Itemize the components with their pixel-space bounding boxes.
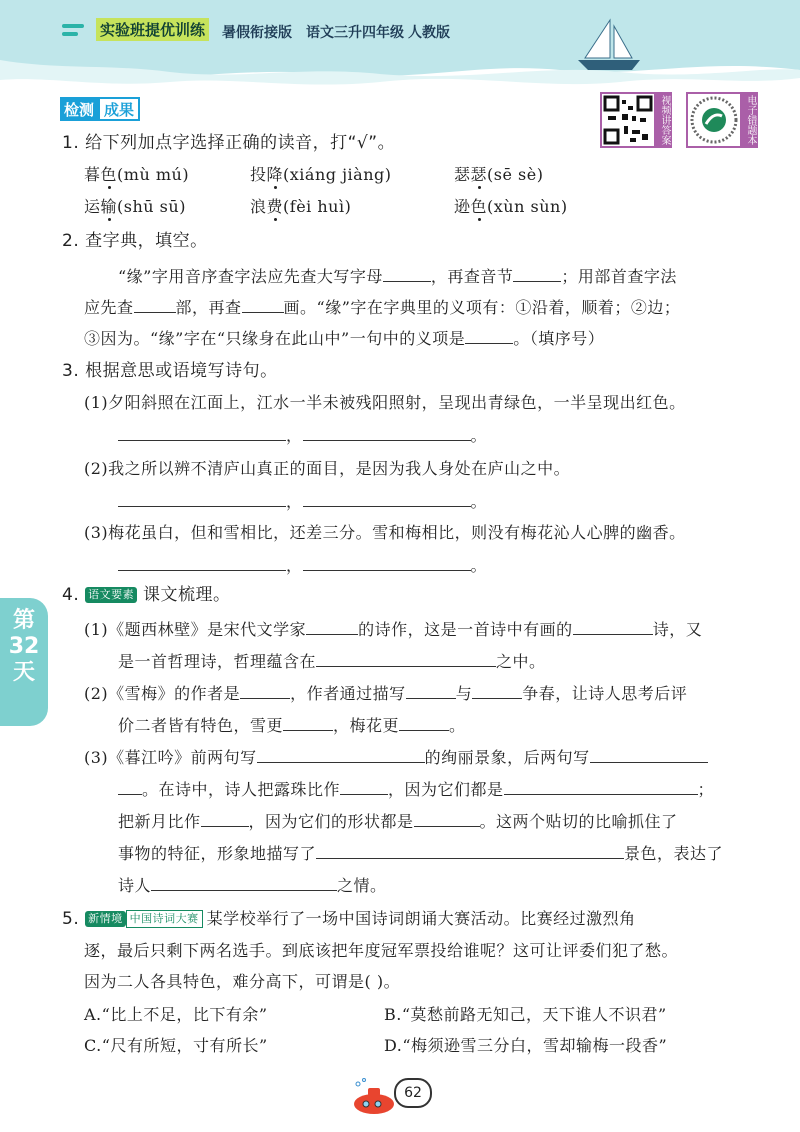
brand-title: 实验班提优训练 [96,18,209,41]
answer-blank[interactable] [406,682,456,699]
day-side-tab [0,598,48,726]
answer-blank[interactable] [118,554,286,571]
q1-item-2: 投降(xiáng jiàng) [250,165,392,184]
header-edition: 暑假衔接版 [222,25,292,41]
answer-blank[interactable] [590,746,708,763]
answer-blank[interactable] [118,778,142,795]
q5-option-d[interactable]: D.“梅须逊雪三分白，雪却输梅一段香” [384,1036,668,1055]
answer-blank[interactable] [465,327,513,344]
q5-option-c[interactable]: C.“尺有所短，寸有所长” [84,1036,268,1055]
q4-part3-line1: (3)《暮江吟》前两句写 的绚丽景象，后两句写 [84,746,708,769]
q3-answer-3: ， 。 [118,554,487,577]
answer-blank[interactable] [306,618,358,635]
q5-option-b[interactable]: B.“莫愁前路无知己，天下谁人不识君” [384,1005,667,1024]
answer-blank[interactable] [303,424,471,441]
question-3-title: 3. 根据意思或语境写诗句。 [62,361,278,381]
q5-option-a[interactable]: A.“比上不足，比下有余” [84,1005,268,1024]
page-number: 62 [394,1078,432,1108]
q4-part2-line1: (2)《雪梅》的作者是 ，作者通过描写 与 争春，让诗人思考后评 [84,684,688,703]
qr-code-logo-icon [688,94,740,146]
answer-blank[interactable] [151,874,337,891]
q4-part3-line5: 诗人 之情。 [118,876,387,895]
answer-blank[interactable] [303,490,471,507]
answer-blank[interactable] [257,746,425,763]
language-element-badge: 语文要素 [85,587,137,603]
answer-blank[interactable] [383,265,431,282]
section-heading-part2: 成果 [98,97,140,121]
qr-label-video: 视频讲答案 [656,92,672,148]
answer-blank[interactable] [283,714,333,731]
q1-item-6: 逊色(xùn sùn) [454,197,568,216]
q3-item-2: (2)我之所以辨不清庐山真正的面目，是因为我人身处在庐山之中。 [84,459,571,478]
answer-blank[interactable] [399,714,449,731]
answer-blank[interactable] [472,682,522,699]
header-banner [0,0,800,95]
question-2-title: 2. 查字典，填空。 [62,231,208,251]
question-4-title: 4. 语文要素 课文梳理。 [62,585,231,605]
answer-blank[interactable] [201,810,249,827]
question-1-title: 1. 给下列加点字选择正确的读音，打“√”。 [62,133,396,153]
day-tab-line3: 天 [12,660,35,685]
q2-line-3: ③因为。“缘”字在“只缘身在此山中”一句中的义项是 。（填序号） [84,329,605,348]
q4-part3-line2: 。在诗中，诗人把露珠比作 ，因为它们都是 ； [118,778,714,801]
question-5-line2: 逐，最后只剩下两名选手。到底该把年度冠军票投给谁呢？这可让评委们犯了愁。 [84,941,679,960]
answer-blank[interactable] [303,554,471,571]
qr-label-notebook: 电子错题本 [742,92,758,148]
question-5-line3: 因为二人各具特色，难分高下，可谓是( )。 [84,972,401,991]
q3-item-3: (3)梅花虽白，但和雪相比，还差三分。雪和梅相比，则没有梅花沁人心脾的幽香。 [84,523,686,542]
section-heading-part1: 检测 [60,97,98,121]
q4-part3-line3: 把新月比作 ，因为它们的形状都是 。这两个贴切的比喻抓住了 [118,812,678,831]
q4-part3-line4: 事物的特征，形象地描写了 景色，表达了 [118,844,724,863]
q4-part2-line2: 价二者皆有特色，雪更 ，梅花更 。 [118,716,466,735]
q4-part1-line2: 是一首哲理诗，哲理蕴含在 之中。 [118,652,546,671]
q1-item-4: 运输(shū sū) [84,197,186,216]
poetry-contest-badge: 中国诗词大赛 [126,910,203,928]
q3-item-1: (1)夕阳斜照在江面上，江水一半未被残阳照射，呈现出青绿色，一半呈现出红色。 [84,393,686,412]
answer-blank[interactable] [240,682,290,699]
logo-icon [60,20,86,42]
qr-code-video[interactable] [600,92,656,148]
day-tab-number: 32 [8,634,40,659]
header-grade: 语文三升四年级 [306,25,404,41]
q1-item-1: 暮色(mù mú) [84,165,190,184]
q1-item-3: 瑟瑟(sē sè) [454,165,544,184]
answer-blank[interactable] [340,778,388,795]
section-heading [60,97,140,121]
q3-answer-2: ， 。 [118,490,487,513]
answer-blank[interactable] [134,296,176,313]
q2-line-1: “缘”字用音序查字法应先查大写字母 ，再查音节 ；用部首查字法 [118,267,677,286]
question-5-line1: 5. 新情境 中国诗词大赛 某学校举行了一场中国诗词朗诵大赛活动。比赛经过激烈角 [62,909,636,929]
q3-answer-1: ， 。 [118,424,487,447]
answer-blank[interactable] [118,424,286,441]
answer-blank[interactable] [118,490,286,507]
answer-blank[interactable] [513,265,561,282]
answer-blank[interactable] [316,842,624,859]
answer-blank[interactable] [504,778,698,795]
day-tab-line1: 第 [12,608,35,633]
qr-code-icon [602,94,654,146]
q4-part1-line1: (1)《题西林壁》是宋代文学家 的诗作，这是一首诗中有画的 诗，又 [84,620,703,639]
answer-blank[interactable] [242,296,284,313]
q2-line-2: 应先查 部，再查 画。“缘”字在字典里的义项有：①沿着，顺着；②边； [84,298,681,317]
answer-blank[interactable] [414,810,480,827]
q1-item-5: 浪费(fèi huì) [250,197,352,216]
answer-blank[interactable] [316,650,496,667]
header-version: 人教版 [408,25,450,41]
answer-blank[interactable] [573,618,653,635]
new-context-badge: 新情境 [85,911,126,927]
qr-code-notebook[interactable] [686,92,742,148]
